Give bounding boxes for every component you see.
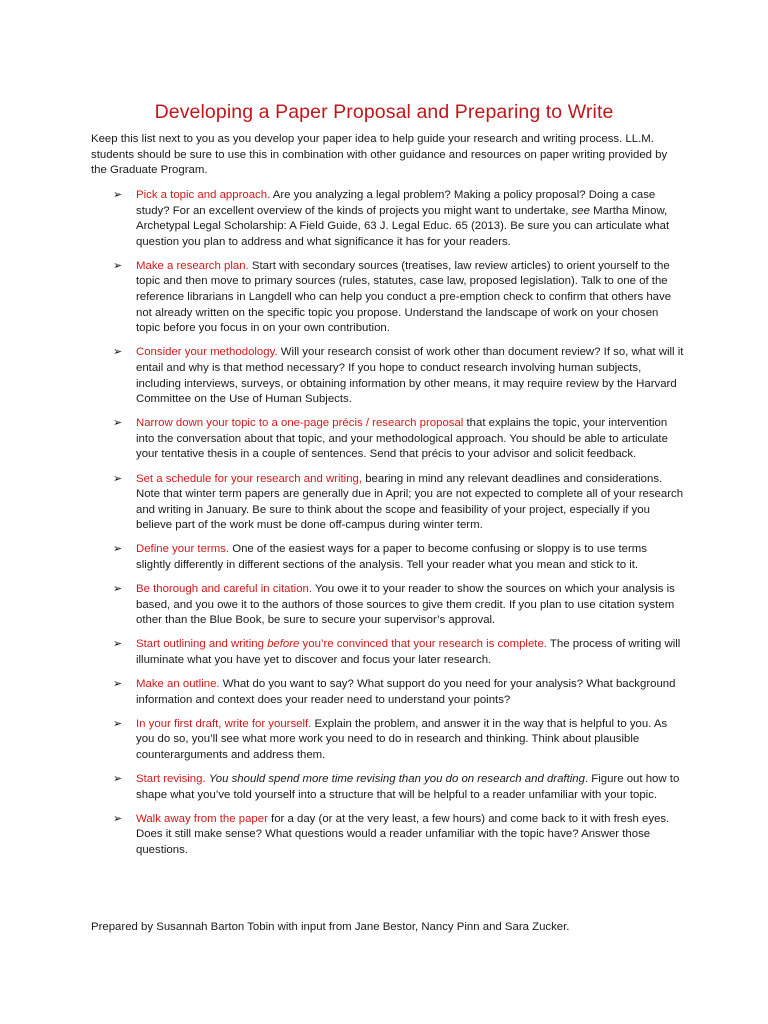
item-text: that explains the topic, your intervention into the conversation about that topic, and your methodological approach. You should be able to articulate your tentative thesis in a couple of sentences. Send that précis to your advisor and solicit feedback.: [136, 417, 668, 461]
arrow-bullet-icon: ➢: [113, 472, 123, 485]
list-item: [0, 188, 684, 250]
guidance-list: [0, 188, 768, 867]
arrow-bullet-icon: ➢: [113, 543, 123, 556]
list-item: [0, 259, 684, 337]
list-item: [0, 637, 684, 668]
list-item: [0, 345, 684, 407]
item-lead: Set a schedule for your research and writing,: [136, 472, 363, 485]
arrow-bullet-icon: ➢: [113, 678, 123, 691]
item-lead: Be thorough and careful in citation.: [136, 583, 313, 596]
item-text: bearing in mind any relevant deadlines and considerations. Note that winter term papers are generally due in April; you are not expected to complete all of your research and writing in January. Be sure to think about the scope and feasibility of your project, especially if you believe part of the work must be done off-campus during winter term.: [136, 472, 684, 532]
item-text: Are you analyzing a legal problem? Making a policy proposal? Doing a case study? For an excellent overview of the kinds of projects you might want to undertake,: [136, 189, 656, 217]
item-lead: Pick a topic and approach.: [136, 189, 271, 201]
item-text: for a day (or at the very least, a few hours) and come back to it with fresh eyes. Does it still make sense? What questions would a reader unfamiliar with the topic have? Answer those questions.: [136, 812, 670, 856]
list-item: [0, 582, 684, 629]
item-text: You owe it to your reader to show the sources on which your analysis is based, and you owe it to the authors of those sources to give them credit. If you plan to use citation system other than the Blue Book, be sure to secure your supervisor’s approval.: [136, 583, 675, 627]
item-lead: Walk away from the paper: [136, 812, 268, 825]
item-lead: Narrow down your topic to a one-page précis / research proposal: [136, 417, 464, 430]
item-lead: Define your terms.: [136, 543, 230, 556]
arrow-bullet-icon: ➢: [113, 773, 123, 785]
list-item: [0, 472, 684, 534]
item-text: The process of writing will illuminate what you have yet to discover and focus your later research.: [136, 638, 681, 666]
list-item: [0, 416, 684, 463]
arrow-bullet-icon: ➢: [113, 417, 123, 430]
arrow-bullet-icon: ➢: [113, 812, 123, 825]
item-emphasis: You should spend more time revising than you do on research and drafting: [208, 773, 585, 785]
item-lead: Make an outline.: [136, 678, 220, 691]
list-item: [0, 772, 684, 803]
item-lead: Start outlining and writing: [136, 638, 268, 651]
item-lead: you’re convinced that your research is complete.: [299, 638, 547, 651]
item-lead: Start revising.: [136, 773, 206, 785]
intro-paragraph: Keep this list next to you as you develop your paper idea to help guide your research and writing process. LL.M. students should be sure to use this in combination with other guidance and resources on paper writing provided by the Graduate Program.: [91, 133, 668, 177]
item-emphasis: see: [571, 204, 590, 217]
arrow-bullet-icon: ➢: [113, 583, 123, 596]
item-lead: Consider your methodology.: [136, 346, 278, 359]
prepared-by-credit: Prepared by Susannah Barton Tobin with input from Jane Bestor, Nancy Pinn and Sara Zucker.: [91, 921, 570, 933]
item-text: Will your research consist of work other than document review? If so, what will it entail and why is that method necessary? If you hope to conduct research involving human subjects, including interviews, surveys, or obtaining information by other means, it may require review by the Harvard Committee on the Use of Human Subjects.: [136, 346, 684, 406]
list-item: [0, 812, 684, 859]
item-text: One of the easiest ways for a paper to become confusing or sloppy is to use terms slightly differently in different sections of the analysis. Tell your reader what you mean and stick to it.: [136, 543, 647, 571]
arrow-bullet-icon: ➢: [113, 259, 123, 272]
item-lead: In your first draft, write for yourself.: [136, 717, 312, 730]
arrow-bullet-icon: ➢: [113, 717, 123, 730]
arrow-bullet-icon: ➢: [113, 189, 123, 201]
page-title: Developing a Paper Proposal and Preparing to Write: [154, 101, 614, 123]
item-lead: Make a research plan.: [136, 259, 249, 272]
arrow-bullet-icon: ➢: [113, 346, 123, 359]
item-text: What do you want to say? What support do you need for your analysis? What background information and context does your reader need to understand your points?: [136, 678, 676, 706]
item-text: Martha Minow, Archetypal Legal Scholarship: A Field Guide, 63 J. Legal Educ. 65 (2013). Be sure you can articulate what question you plan to address and what significance it has for your readers.: [136, 204, 670, 248]
item-text: Start with secondary sources (treatises, law review articles) to orient yourself to the topic and then move to primary sources (rules, statutes, case law, proposed legislation). Talk to one of the reference librarians in Langdell who can help you conduct a pre-emption check to confirm that others have not already written on the specific topic you propose. Understand the landscape of work on your chosen topic before you focus in on your own contribution.: [136, 259, 672, 335]
item-text: Explain the problem, and answer it in the way that is helpful to you. As you do so, you’ll see what more work you need to do in research and thinking. Think about plausible counterarguments and address them.: [136, 717, 668, 761]
list-item: [0, 542, 684, 573]
item-lead-emphasis: before: [267, 638, 300, 651]
item-text: . Figure out how to shape what you’ve told yourself into a structure that will be helpful to a reader unfamiliar with your topic.: [136, 773, 680, 801]
list-item: [0, 677, 684, 708]
list-item: [0, 717, 684, 764]
arrow-bullet-icon: ➢: [113, 638, 123, 651]
